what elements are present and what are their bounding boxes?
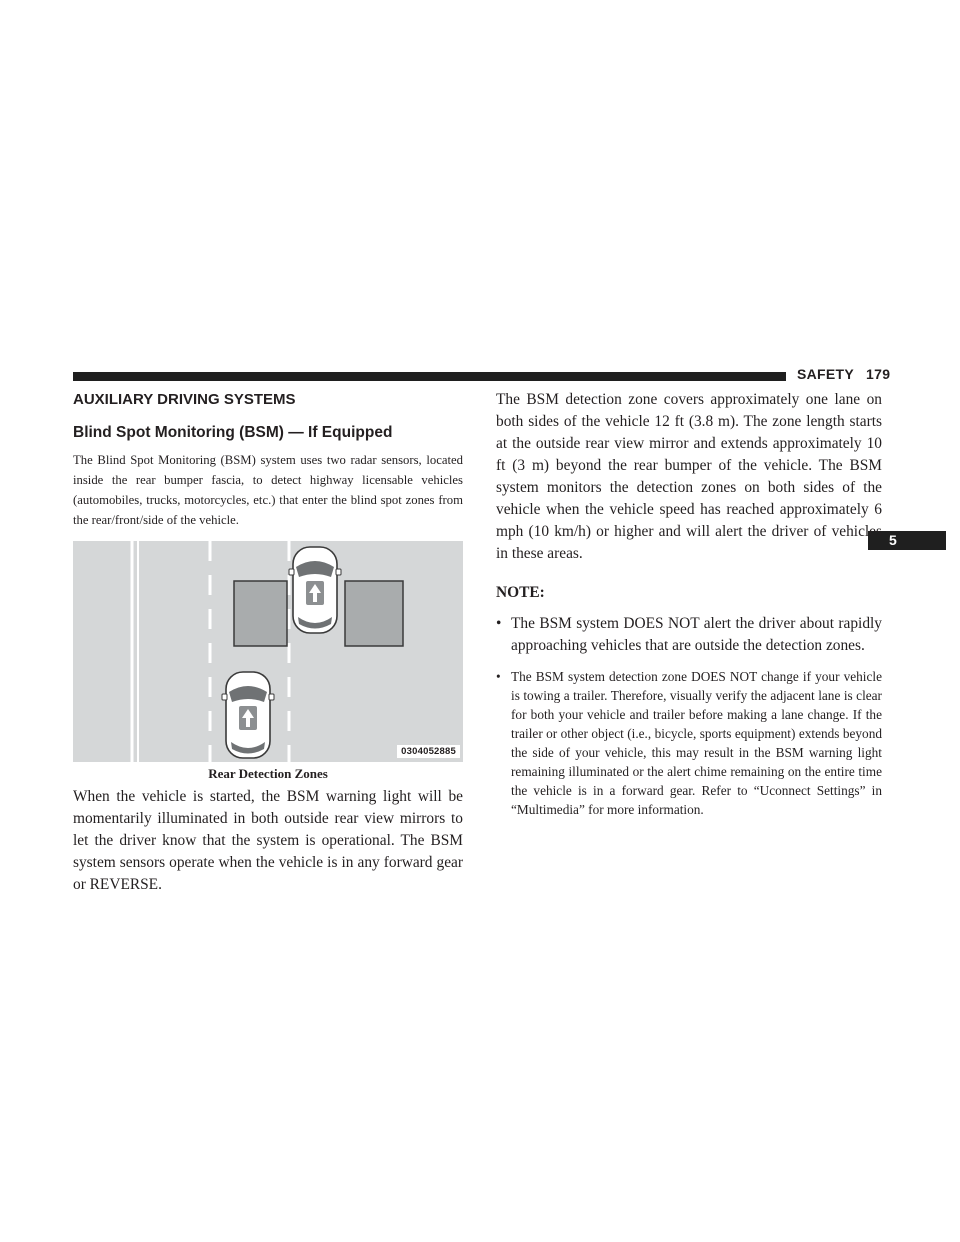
note-text: The BSM system DOES NOT alert the driver about rapidly approaching vehicles that are outside the detection zones.: [511, 615, 882, 654]
right-column: [496, 389, 882, 819]
chapter-number: 5: [889, 532, 897, 548]
intro-paragraph: The Blind Spot Monitoring (BSM) system uses two radar sensors, located inside the rear bumper fascia, to detect highway licensable vehicles (automobiles, trucks, motorcycles, etc.) that enter the blind spot zones from the rear/front/side of the vehicle.: [73, 453, 463, 527]
bullet: •: [496, 669, 501, 684]
note-list: [496, 613, 882, 819]
list-item: [496, 667, 882, 819]
running-header: [797, 366, 890, 382]
body-paragraph: When the vehicle is started, the BSM warning light will be momentarily illuminated in both outside rear view mirrors to let the driver know that the system is operational. The BSM system sensors operate when the vehicle is in any forward gear or REVERSE.: [73, 788, 463, 893]
bullet: •: [496, 615, 502, 632]
subsection-heading: Blind Spot Monitoring (BSM) — If Equipped: [73, 424, 393, 441]
detection-zone-left: [234, 581, 287, 646]
note-title: NOTE:: [496, 584, 545, 601]
left-column: [73, 391, 463, 896]
page-number: 179: [866, 366, 891, 382]
road-diagram: [73, 541, 463, 762]
section-heading: AUXILIARY DRIVING SYSTEMS: [73, 391, 296, 408]
vehicle-front: [289, 547, 341, 633]
figure-code: 0304052885: [397, 745, 460, 758]
section-title: SAFETY: [797, 366, 855, 382]
figure-caption: Rear Detection Zones: [208, 766, 328, 781]
header-rule: [73, 372, 786, 381]
detection-zone-paragraph: The BSM detection zone covers approximately one lane on both sides of the vehicle 12 ft (3.8 m). The zone length starts at the outside rear view mirror and extends approximately 10 ft (3 m) beyond the rear bumper of the vehicle. The BSM system monitors the detection zones on both sides of the vehicle when the vehicle speed has reached approximately 6 mph (10 km/h) or higher and will alert the driver of vehicles in these areas.: [496, 391, 882, 562]
rear-detection-zones-figure: [73, 541, 463, 762]
detection-zone-right: [345, 581, 403, 646]
list-item: [496, 613, 882, 657]
note-text: The BSM system detection zone DOES NOT change if your vehicle is towing a trailer. Therefore, visually verify the adjacent lane is clear for both your vehicle and trailer before making a lane change. If the trailer or other object (i.e., bicycle, sports equipment) extends beyond the side of your vehicle, this may result in the BSM warning light remaining illuminated or the alert chime remaining on the entire time the vehicle is in a forward gear. Refer to “Uconnect Settings” in “Multimedia” for more information.: [511, 669, 882, 817]
vehicle-rear: [222, 672, 274, 758]
